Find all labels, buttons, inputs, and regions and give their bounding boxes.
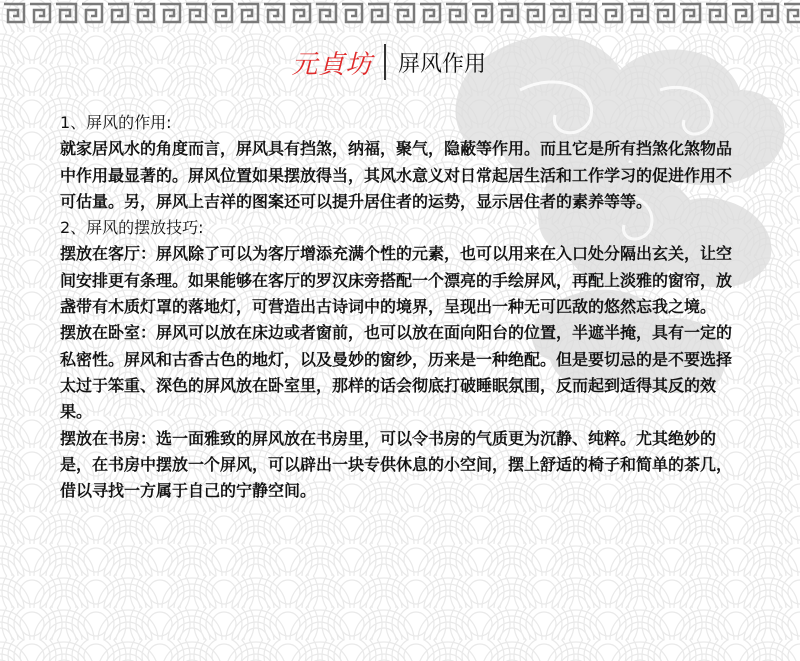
living-room-paragraph: 摆放在客厅：屏风除了可以为客厅增添充满个性的元素，也可以用来在入口处分隔出玄关，让空间安排更有条理。如果能够在客厅的罗汉床旁搭配一个漂亮的手绘屏风，再配上淡雅的窗帘，放盏带有木质灯罩的落地灯，可营造出古诗词中的境界，呈现出一种无可匹敌的悠然忘我之境。 [60,244,733,317]
section-2-heading: 2、屏风的摆放技巧: [60,218,204,238]
brand-logo-text: 元貞坊 [291,49,373,80]
page-title: 屏风作用 [398,51,487,77]
title-bar [284,36,518,88]
bedroom-paragraph: 摆放在卧室：屏风可以放在床边或者窗前，也可以放在面向阳台的位置，半遮半掩，具有一定的私密性。屏风和古香古色的地灯，以及曼妙的窗纱，历来是一种绝配。但是要切忌的是不要选择太过于笨重、深色的屏风放在卧室里，那样的话会彻底打破睡眠氛围，反而起到适得其反的效果。 [60,323,733,422]
study-paragraph: 摆放在书房：选一面雅致的屏风放在书房里，可以令书房的气质更为沉静、纯粹。尤其绝妙的是，在书房中摆放一个屏风，可以辟出一块专供休息的小空间，摆上舒适的椅子和简单的茶几，借以寻找一方属于自己的宁静空间。 [60,428,733,501]
section-1-body: 就家居风水的角度而言，屏风具有挡煞，纳福，聚气，隐蔽等作用。而且它是所有挡煞化煞物品中作用最显著的。屏风位置如果摆放得当，其风水意义对日常起居生活和工作学习的促进作用不可估量。另，屏风上吉祥的图案还可以提升居住者的运势，显示居住者的素养等等。 [60,139,733,211]
title-divider [384,44,386,80]
article-content [60,110,740,504]
section-1-heading: 1、屏风的作用: [60,113,172,132]
top-meander-border [0,0,800,30]
